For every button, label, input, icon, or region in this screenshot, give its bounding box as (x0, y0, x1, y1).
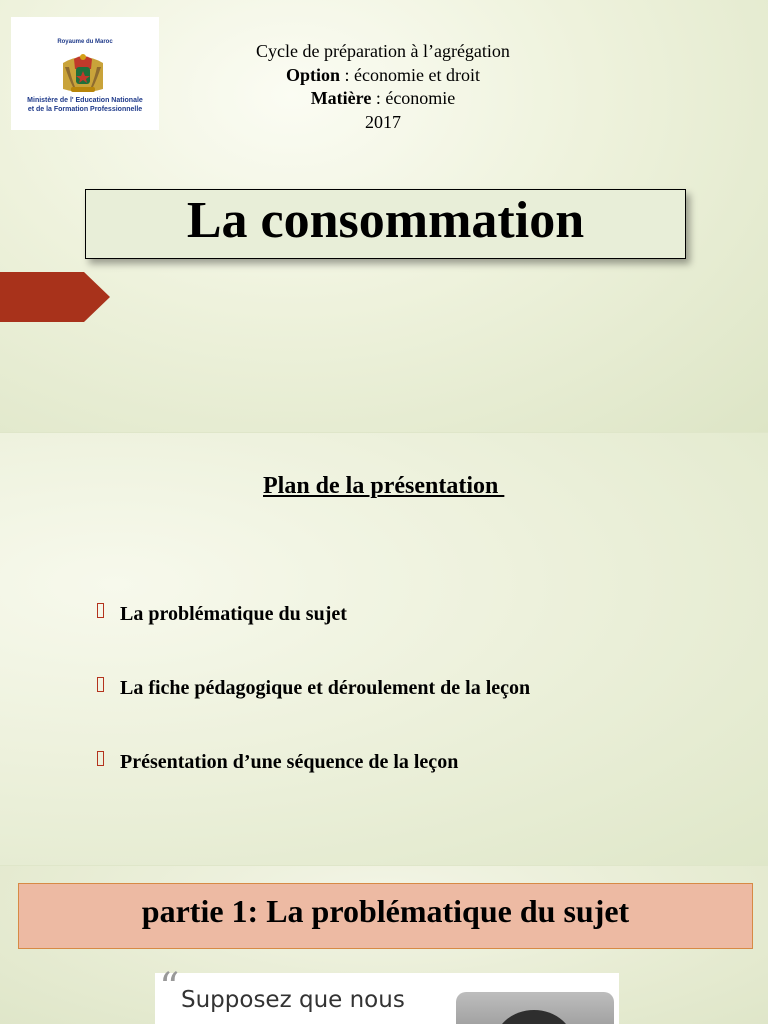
cycle-line: Cycle de préparation à l’agrégation (256, 41, 510, 61)
slide-title: La consommation (186, 192, 585, 249)
year-line: 2017 (365, 111, 401, 132)
plan-item (97, 601, 347, 627)
slide-title-box (85, 189, 686, 259)
bullet-icon (97, 603, 104, 618)
decorative-arrow (0, 272, 110, 322)
portrait-photo (456, 992, 614, 1024)
logo-kingdom-text: Royaume du Maroc (57, 39, 113, 45)
matiere-line: Matière : économie (310, 88, 456, 108)
plan-item (97, 675, 530, 701)
plan-item-text: Présentation d’une séquence de la leçon (120, 750, 459, 773)
quote-text: Supposez que nous (181, 987, 405, 1013)
course-header (180, 40, 586, 134)
plan-item (97, 749, 458, 775)
ministry-logo (11, 17, 159, 130)
quote-card (155, 965, 619, 1024)
option-line: Option : économie et droit (286, 64, 480, 85)
coat-of-arms-icon (59, 49, 107, 95)
bullet-icon (97, 751, 104, 766)
partie-banner (18, 883, 753, 949)
quote-mark-icon: “ (159, 965, 180, 1011)
plan-slide (0, 433, 768, 865)
bullet-icon (97, 677, 104, 692)
partie-slide (0, 866, 768, 1024)
title-slide (0, 0, 768, 432)
plan-item-text: La fiche pédagogique et déroulement de la leçon (120, 676, 531, 699)
partie-title: partie 1: La problématique du sujet (141, 892, 630, 929)
plan-title: Plan de la présentation (263, 473, 505, 499)
logo-ministry-text: Ministère de l' Education Nationale et de la Formation Professionnelle (27, 97, 143, 113)
plan-item-text: La problématique du sujet (120, 602, 347, 625)
